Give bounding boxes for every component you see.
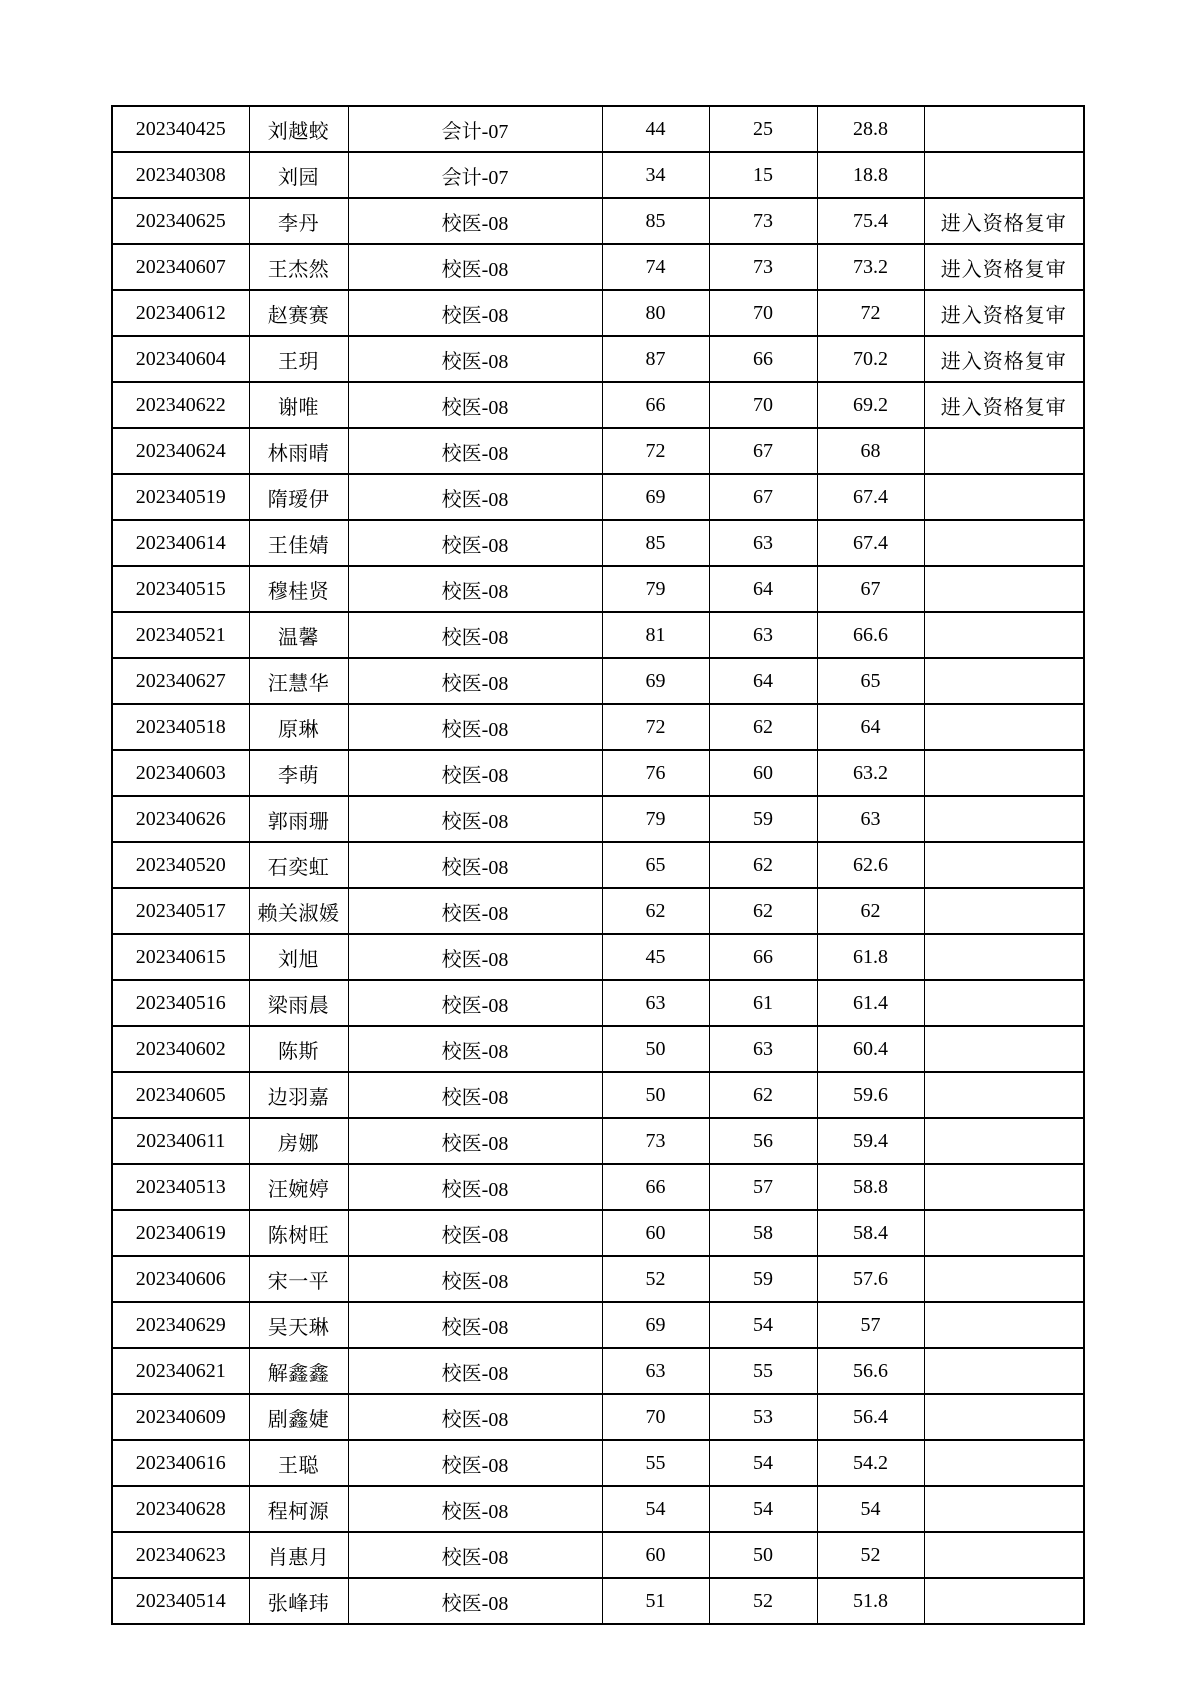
cell-position: 校医-08 bbox=[348, 704, 602, 750]
cell-id: 202340515 bbox=[112, 566, 249, 612]
cell-status: 进入资格复审 bbox=[924, 290, 1084, 336]
cell-name: 陈树旺 bbox=[249, 1210, 348, 1256]
cell-score2: 64 bbox=[709, 566, 817, 612]
cell-position: 校医-08 bbox=[348, 1118, 602, 1164]
table-row bbox=[112, 1164, 1084, 1210]
cell-name: 宋一平 bbox=[249, 1256, 348, 1302]
cell-score1: 63 bbox=[602, 1348, 709, 1394]
cell-total: 56.6 bbox=[817, 1348, 924, 1394]
cell-status bbox=[924, 934, 1084, 980]
cell-position: 校医-08 bbox=[348, 842, 602, 888]
table-row bbox=[112, 842, 1084, 888]
cell-position: 校医-08 bbox=[348, 750, 602, 796]
cell-name: 赖关淑媛 bbox=[249, 888, 348, 934]
cell-score2: 50 bbox=[709, 1532, 817, 1578]
cell-total: 70.2 bbox=[817, 336, 924, 382]
cell-name: 穆桂贤 bbox=[249, 566, 348, 612]
cell-total: 51.8 bbox=[817, 1578, 924, 1624]
table-row bbox=[112, 1532, 1084, 1578]
cell-position: 校医-08 bbox=[348, 474, 602, 520]
cell-position: 校医-08 bbox=[348, 1532, 602, 1578]
cell-status bbox=[924, 1440, 1084, 1486]
cell-total: 59.4 bbox=[817, 1118, 924, 1164]
cell-name: 石奕虹 bbox=[249, 842, 348, 888]
cell-name: 王佳婧 bbox=[249, 520, 348, 566]
cell-id: 202340606 bbox=[112, 1256, 249, 1302]
cell-position: 校医-08 bbox=[348, 612, 602, 658]
cell-score1: 50 bbox=[602, 1072, 709, 1118]
cell-score2: 63 bbox=[709, 1026, 817, 1072]
cell-name: 王杰然 bbox=[249, 244, 348, 290]
cell-id: 202340628 bbox=[112, 1486, 249, 1532]
cell-position: 校医-08 bbox=[348, 796, 602, 842]
cell-position: 校医-08 bbox=[348, 934, 602, 980]
cell-score1: 60 bbox=[602, 1532, 709, 1578]
cell-status bbox=[924, 520, 1084, 566]
results-table-body bbox=[112, 106, 1084, 1624]
cell-score2: 64 bbox=[709, 658, 817, 704]
cell-status bbox=[924, 474, 1084, 520]
cell-score1: 34 bbox=[602, 152, 709, 198]
cell-status bbox=[924, 796, 1084, 842]
cell-score1: 66 bbox=[602, 382, 709, 428]
cell-name: 程柯源 bbox=[249, 1486, 348, 1532]
cell-name: 王玥 bbox=[249, 336, 348, 382]
cell-name: 房娜 bbox=[249, 1118, 348, 1164]
results-table bbox=[111, 105, 1085, 1625]
cell-score2: 59 bbox=[709, 796, 817, 842]
cell-id: 202340607 bbox=[112, 244, 249, 290]
cell-id: 202340624 bbox=[112, 428, 249, 474]
cell-status: 进入资格复审 bbox=[924, 198, 1084, 244]
table-row bbox=[112, 980, 1084, 1026]
cell-score2: 67 bbox=[709, 474, 817, 520]
cell-score2: 58 bbox=[709, 1210, 817, 1256]
table-row bbox=[112, 934, 1084, 980]
cell-id: 202340518 bbox=[112, 704, 249, 750]
cell-position: 校医-08 bbox=[348, 888, 602, 934]
cell-total: 63.2 bbox=[817, 750, 924, 796]
cell-status bbox=[924, 1210, 1084, 1256]
cell-score1: 74 bbox=[602, 244, 709, 290]
table-row bbox=[112, 290, 1084, 336]
cell-total: 72 bbox=[817, 290, 924, 336]
cell-total: 57.6 bbox=[817, 1256, 924, 1302]
cell-name: 刘园 bbox=[249, 152, 348, 198]
table-row bbox=[112, 336, 1084, 382]
cell-total: 69.2 bbox=[817, 382, 924, 428]
cell-name: 陈斯 bbox=[249, 1026, 348, 1072]
cell-name: 郭雨珊 bbox=[249, 796, 348, 842]
cell-id: 202340622 bbox=[112, 382, 249, 428]
cell-position: 校医-08 bbox=[348, 1302, 602, 1348]
cell-score2: 63 bbox=[709, 612, 817, 658]
cell-score1: 55 bbox=[602, 1440, 709, 1486]
cell-position: 校医-08 bbox=[348, 658, 602, 704]
cell-name: 赵赛赛 bbox=[249, 290, 348, 336]
cell-score2: 15 bbox=[709, 152, 817, 198]
cell-name: 刘旭 bbox=[249, 934, 348, 980]
cell-total: 59.6 bbox=[817, 1072, 924, 1118]
cell-total: 28.8 bbox=[817, 106, 924, 152]
cell-score2: 54 bbox=[709, 1486, 817, 1532]
cell-score2: 25 bbox=[709, 106, 817, 152]
cell-score2: 54 bbox=[709, 1302, 817, 1348]
cell-status bbox=[924, 612, 1084, 658]
cell-name: 温馨 bbox=[249, 612, 348, 658]
cell-position: 校医-08 bbox=[348, 1440, 602, 1486]
cell-status bbox=[924, 750, 1084, 796]
cell-total: 66.6 bbox=[817, 612, 924, 658]
cell-id: 202340626 bbox=[112, 796, 249, 842]
cell-score1: 85 bbox=[602, 198, 709, 244]
cell-score1: 87 bbox=[602, 336, 709, 382]
cell-id: 202340629 bbox=[112, 1302, 249, 1348]
cell-score1: 50 bbox=[602, 1026, 709, 1072]
table-row bbox=[112, 1440, 1084, 1486]
cell-name: 肖惠月 bbox=[249, 1532, 348, 1578]
cell-total: 58.8 bbox=[817, 1164, 924, 1210]
cell-score2: 73 bbox=[709, 244, 817, 290]
cell-total: 73.2 bbox=[817, 244, 924, 290]
cell-total: 18.8 bbox=[817, 152, 924, 198]
table-row bbox=[112, 704, 1084, 750]
cell-id: 202340619 bbox=[112, 1210, 249, 1256]
cell-status bbox=[924, 1532, 1084, 1578]
cell-position: 校医-08 bbox=[348, 336, 602, 382]
cell-total: 63 bbox=[817, 796, 924, 842]
cell-id: 202340517 bbox=[112, 888, 249, 934]
cell-total: 62.6 bbox=[817, 842, 924, 888]
cell-id: 202340605 bbox=[112, 1072, 249, 1118]
cell-name: 解鑫鑫 bbox=[249, 1348, 348, 1394]
table-row bbox=[112, 658, 1084, 704]
cell-score1: 79 bbox=[602, 566, 709, 612]
table-row bbox=[112, 1118, 1084, 1164]
cell-score2: 62 bbox=[709, 888, 817, 934]
table-row bbox=[112, 1026, 1084, 1072]
cell-total: 64 bbox=[817, 704, 924, 750]
table-row bbox=[112, 1302, 1084, 1348]
cell-position: 校医-08 bbox=[348, 1210, 602, 1256]
cell-name: 隋瑷伊 bbox=[249, 474, 348, 520]
cell-id: 202340602 bbox=[112, 1026, 249, 1072]
cell-status bbox=[924, 1072, 1084, 1118]
table-row bbox=[112, 796, 1084, 842]
table-row bbox=[112, 1348, 1084, 1394]
cell-score1: 65 bbox=[602, 842, 709, 888]
cell-name: 李丹 bbox=[249, 198, 348, 244]
cell-id: 202340625 bbox=[112, 198, 249, 244]
cell-status bbox=[924, 658, 1084, 704]
cell-position: 会计-07 bbox=[348, 152, 602, 198]
cell-score1: 60 bbox=[602, 1210, 709, 1256]
cell-name: 原琳 bbox=[249, 704, 348, 750]
cell-id: 202340612 bbox=[112, 290, 249, 336]
cell-score1: 72 bbox=[602, 704, 709, 750]
cell-position: 校医-08 bbox=[348, 980, 602, 1026]
cell-name: 汪慧华 bbox=[249, 658, 348, 704]
cell-name: 吴天琳 bbox=[249, 1302, 348, 1348]
cell-position: 校医-08 bbox=[348, 1072, 602, 1118]
cell-name: 汪婉婷 bbox=[249, 1164, 348, 1210]
table-row bbox=[112, 244, 1084, 290]
cell-id: 202340516 bbox=[112, 980, 249, 1026]
cell-status bbox=[924, 152, 1084, 198]
cell-id: 202340514 bbox=[112, 1578, 249, 1624]
cell-score1: 72 bbox=[602, 428, 709, 474]
cell-position: 校医-08 bbox=[348, 198, 602, 244]
cell-id: 202340616 bbox=[112, 1440, 249, 1486]
cell-score2: 60 bbox=[709, 750, 817, 796]
cell-score1: 63 bbox=[602, 980, 709, 1026]
cell-status: 进入资格复审 bbox=[924, 382, 1084, 428]
cell-score1: 69 bbox=[602, 658, 709, 704]
cell-score2: 62 bbox=[709, 704, 817, 750]
cell-total: 75.4 bbox=[817, 198, 924, 244]
cell-score2: 62 bbox=[709, 1072, 817, 1118]
cell-id: 202340615 bbox=[112, 934, 249, 980]
cell-total: 62 bbox=[817, 888, 924, 934]
cell-total: 52 bbox=[817, 1532, 924, 1578]
table-row bbox=[112, 520, 1084, 566]
cell-status bbox=[924, 1486, 1084, 1532]
cell-position: 校医-08 bbox=[348, 1394, 602, 1440]
cell-score2: 66 bbox=[709, 934, 817, 980]
cell-score1: 69 bbox=[602, 1302, 709, 1348]
cell-status bbox=[924, 1578, 1084, 1624]
cell-position: 校医-08 bbox=[348, 1348, 602, 1394]
cell-status bbox=[924, 888, 1084, 934]
table-row bbox=[112, 1256, 1084, 1302]
cell-score1: 52 bbox=[602, 1256, 709, 1302]
cell-position: 校医-08 bbox=[348, 1164, 602, 1210]
cell-status bbox=[924, 1118, 1084, 1164]
cell-name: 李萌 bbox=[249, 750, 348, 796]
cell-status bbox=[924, 1256, 1084, 1302]
table-row bbox=[112, 198, 1084, 244]
cell-position: 校医-08 bbox=[348, 428, 602, 474]
cell-id: 202340604 bbox=[112, 336, 249, 382]
cell-total: 57 bbox=[817, 1302, 924, 1348]
cell-position: 校医-08 bbox=[348, 1578, 602, 1624]
cell-score2: 57 bbox=[709, 1164, 817, 1210]
cell-total: 61.4 bbox=[817, 980, 924, 1026]
cell-position: 校医-08 bbox=[348, 566, 602, 612]
cell-position: 会计-07 bbox=[348, 106, 602, 152]
cell-id: 202340425 bbox=[112, 106, 249, 152]
cell-position: 校医-08 bbox=[348, 290, 602, 336]
cell-score2: 66 bbox=[709, 336, 817, 382]
table-row bbox=[112, 1072, 1084, 1118]
table-row bbox=[112, 750, 1084, 796]
table-row bbox=[112, 612, 1084, 658]
cell-name: 谢唯 bbox=[249, 382, 348, 428]
cell-score2: 54 bbox=[709, 1440, 817, 1486]
cell-status bbox=[924, 1348, 1084, 1394]
cell-score1: 85 bbox=[602, 520, 709, 566]
cell-score1: 62 bbox=[602, 888, 709, 934]
cell-score2: 63 bbox=[709, 520, 817, 566]
cell-id: 202340621 bbox=[112, 1348, 249, 1394]
table-row bbox=[112, 566, 1084, 612]
cell-status bbox=[924, 428, 1084, 474]
cell-total: 60.4 bbox=[817, 1026, 924, 1072]
table-row bbox=[112, 428, 1084, 474]
cell-score1: 70 bbox=[602, 1394, 709, 1440]
cell-total: 67.4 bbox=[817, 520, 924, 566]
cell-id: 202340623 bbox=[112, 1532, 249, 1578]
table-row bbox=[112, 152, 1084, 198]
cell-status: 进入资格复审 bbox=[924, 336, 1084, 382]
cell-score1: 81 bbox=[602, 612, 709, 658]
cell-status bbox=[924, 1026, 1084, 1072]
cell-total: 58.4 bbox=[817, 1210, 924, 1256]
cell-id: 202340603 bbox=[112, 750, 249, 796]
table-row bbox=[112, 474, 1084, 520]
cell-name: 刘越蛟 bbox=[249, 106, 348, 152]
cell-position: 校医-08 bbox=[348, 520, 602, 566]
cell-id: 202340614 bbox=[112, 520, 249, 566]
table-row bbox=[112, 1394, 1084, 1440]
cell-name: 王聪 bbox=[249, 1440, 348, 1486]
cell-score1: 54 bbox=[602, 1486, 709, 1532]
cell-score2: 70 bbox=[709, 290, 817, 336]
cell-score2: 67 bbox=[709, 428, 817, 474]
cell-score1: 79 bbox=[602, 796, 709, 842]
cell-score1: 45 bbox=[602, 934, 709, 980]
table-row bbox=[112, 888, 1084, 934]
cell-id: 202340609 bbox=[112, 1394, 249, 1440]
cell-status: 进入资格复审 bbox=[924, 244, 1084, 290]
cell-score2: 59 bbox=[709, 1256, 817, 1302]
cell-id: 202340513 bbox=[112, 1164, 249, 1210]
cell-score1: 76 bbox=[602, 750, 709, 796]
cell-score1: 44 bbox=[602, 106, 709, 152]
cell-total: 67.4 bbox=[817, 474, 924, 520]
cell-name: 梁雨晨 bbox=[249, 980, 348, 1026]
cell-score2: 52 bbox=[709, 1578, 817, 1624]
cell-score2: 53 bbox=[709, 1394, 817, 1440]
cell-score1: 73 bbox=[602, 1118, 709, 1164]
cell-score2: 62 bbox=[709, 842, 817, 888]
cell-status bbox=[924, 704, 1084, 750]
cell-id: 202340308 bbox=[112, 152, 249, 198]
cell-id: 202340520 bbox=[112, 842, 249, 888]
cell-score2: 55 bbox=[709, 1348, 817, 1394]
cell-status bbox=[924, 1302, 1084, 1348]
cell-score2: 73 bbox=[709, 198, 817, 244]
cell-id: 202340521 bbox=[112, 612, 249, 658]
cell-status bbox=[924, 1394, 1084, 1440]
cell-name: 边羽嘉 bbox=[249, 1072, 348, 1118]
cell-status bbox=[924, 1164, 1084, 1210]
table-row bbox=[112, 1210, 1084, 1256]
cell-score1: 80 bbox=[602, 290, 709, 336]
cell-position: 校医-08 bbox=[348, 1486, 602, 1532]
cell-score2: 56 bbox=[709, 1118, 817, 1164]
cell-status bbox=[924, 566, 1084, 612]
table-row bbox=[112, 382, 1084, 428]
cell-position: 校医-08 bbox=[348, 382, 602, 428]
cell-score2: 61 bbox=[709, 980, 817, 1026]
cell-total: 65 bbox=[817, 658, 924, 704]
cell-score1: 69 bbox=[602, 474, 709, 520]
cell-total: 54 bbox=[817, 1486, 924, 1532]
cell-total: 67 bbox=[817, 566, 924, 612]
cell-total: 56.4 bbox=[817, 1394, 924, 1440]
table-row bbox=[112, 106, 1084, 152]
cell-position: 校医-08 bbox=[348, 244, 602, 290]
cell-id: 202340519 bbox=[112, 474, 249, 520]
cell-status bbox=[924, 842, 1084, 888]
cell-status bbox=[924, 106, 1084, 152]
cell-id: 202340627 bbox=[112, 658, 249, 704]
cell-id: 202340611 bbox=[112, 1118, 249, 1164]
cell-name: 张峰玮 bbox=[249, 1578, 348, 1624]
cell-total: 61.8 bbox=[817, 934, 924, 980]
cell-position: 校医-08 bbox=[348, 1026, 602, 1072]
cell-score1: 66 bbox=[602, 1164, 709, 1210]
cell-name: 剧鑫婕 bbox=[249, 1394, 348, 1440]
cell-score1: 51 bbox=[602, 1578, 709, 1624]
cell-total: 68 bbox=[817, 428, 924, 474]
table-row bbox=[112, 1578, 1084, 1624]
cell-position: 校医-08 bbox=[348, 1256, 602, 1302]
table-row bbox=[112, 1486, 1084, 1532]
cell-total: 54.2 bbox=[817, 1440, 924, 1486]
cell-name: 林雨晴 bbox=[249, 428, 348, 474]
cell-status bbox=[924, 980, 1084, 1026]
cell-score2: 70 bbox=[709, 382, 817, 428]
